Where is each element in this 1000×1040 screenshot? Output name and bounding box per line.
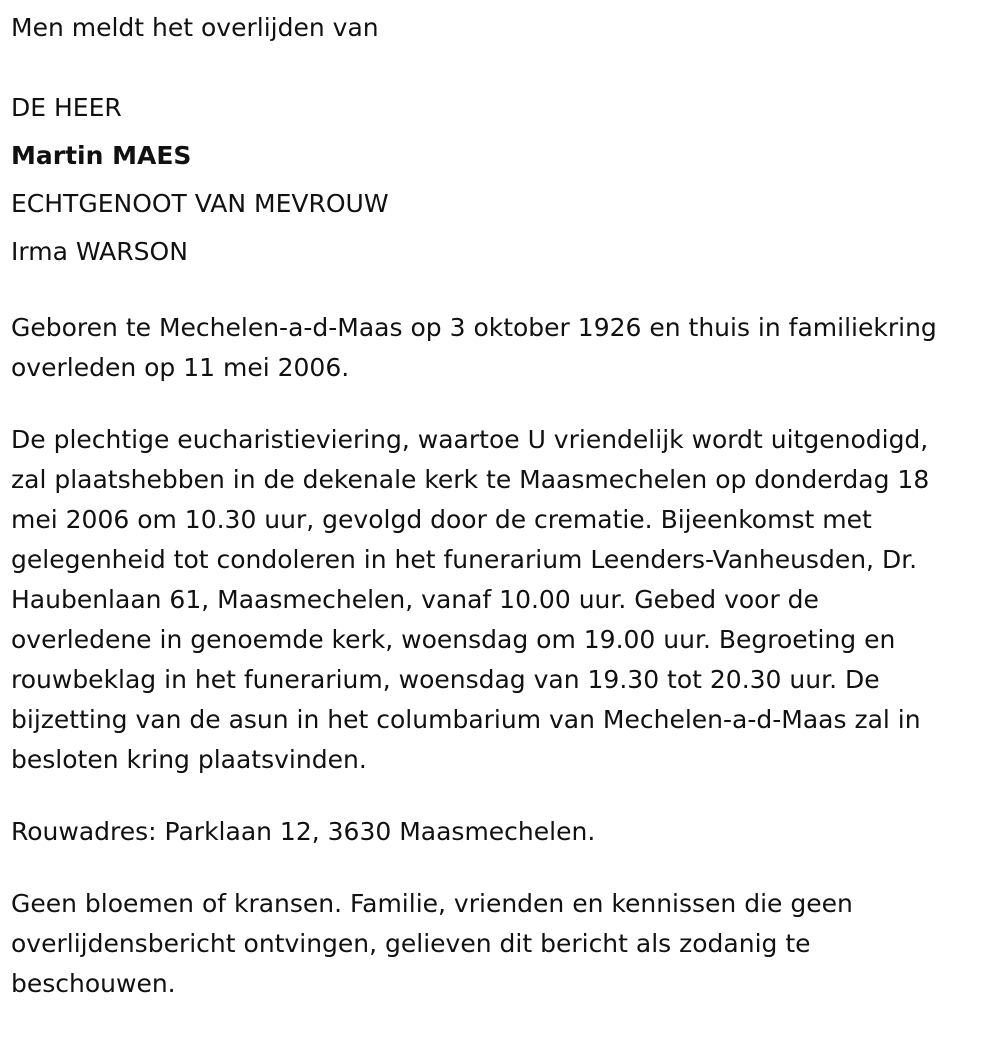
obituary-document	[11, 4, 996, 1004]
birth-death-paragraph: Geboren te Mechelen-a-d-Maas op 3 oktober 1926 en thuis in familiekring overleden op 11 mei 2006.	[11, 313, 937, 382]
spouse-label: ECHTGENOOT VAN MEVROUW	[11, 189, 389, 218]
spacer	[11, 388, 996, 420]
spouse-name: Irma WARSON	[11, 237, 188, 266]
flowers-paragraph: Geen bloemen of kransen. Familie, vrienden en kennissen die geen overlijdensbericht ontvingen, gelieven dit bericht als zodanig te beschouwen.	[11, 889, 853, 998]
intro-text: Men meldt het overlijden van	[11, 13, 379, 42]
spacer	[11, 52, 996, 84]
title-text: DE HEER	[11, 93, 122, 122]
ceremony-paragraph: De plechtige eucharistieviering, waartoe U vriendelijk wordt uitgenodigd, zal plaatshebben in de dekenale kerk te Maasmechelen op donderdag 18 mei 2006 om 10.30 uur, gevolgd door de crematie. Bijeenkomst met gelegenheid tot condoleren in het funerarium Leenders-Vanheusden, Dr. Haubenlaan 61, Maasmechelen, vanaf 10.00 uur. Gebed voor de overledene in genoemde kerk, woensdag om 19.00 uur. Begroeting en rouwbeklag in het funerarium, woensdag van 19.30 tot 20.30 uur. De bijzetting van de asun in het columbarium van Mechelen-a-d-Maas zal in besloten kring plaatsvinden.	[11, 425, 930, 774]
spacer	[11, 276, 996, 308]
spacer	[11, 780, 996, 812]
deceased-name: Martin MAES	[11, 141, 192, 170]
address-paragraph: Rouwadres: Parklaan 12, 3630 Maasmechelen.	[11, 817, 596, 846]
spacer	[11, 852, 996, 884]
